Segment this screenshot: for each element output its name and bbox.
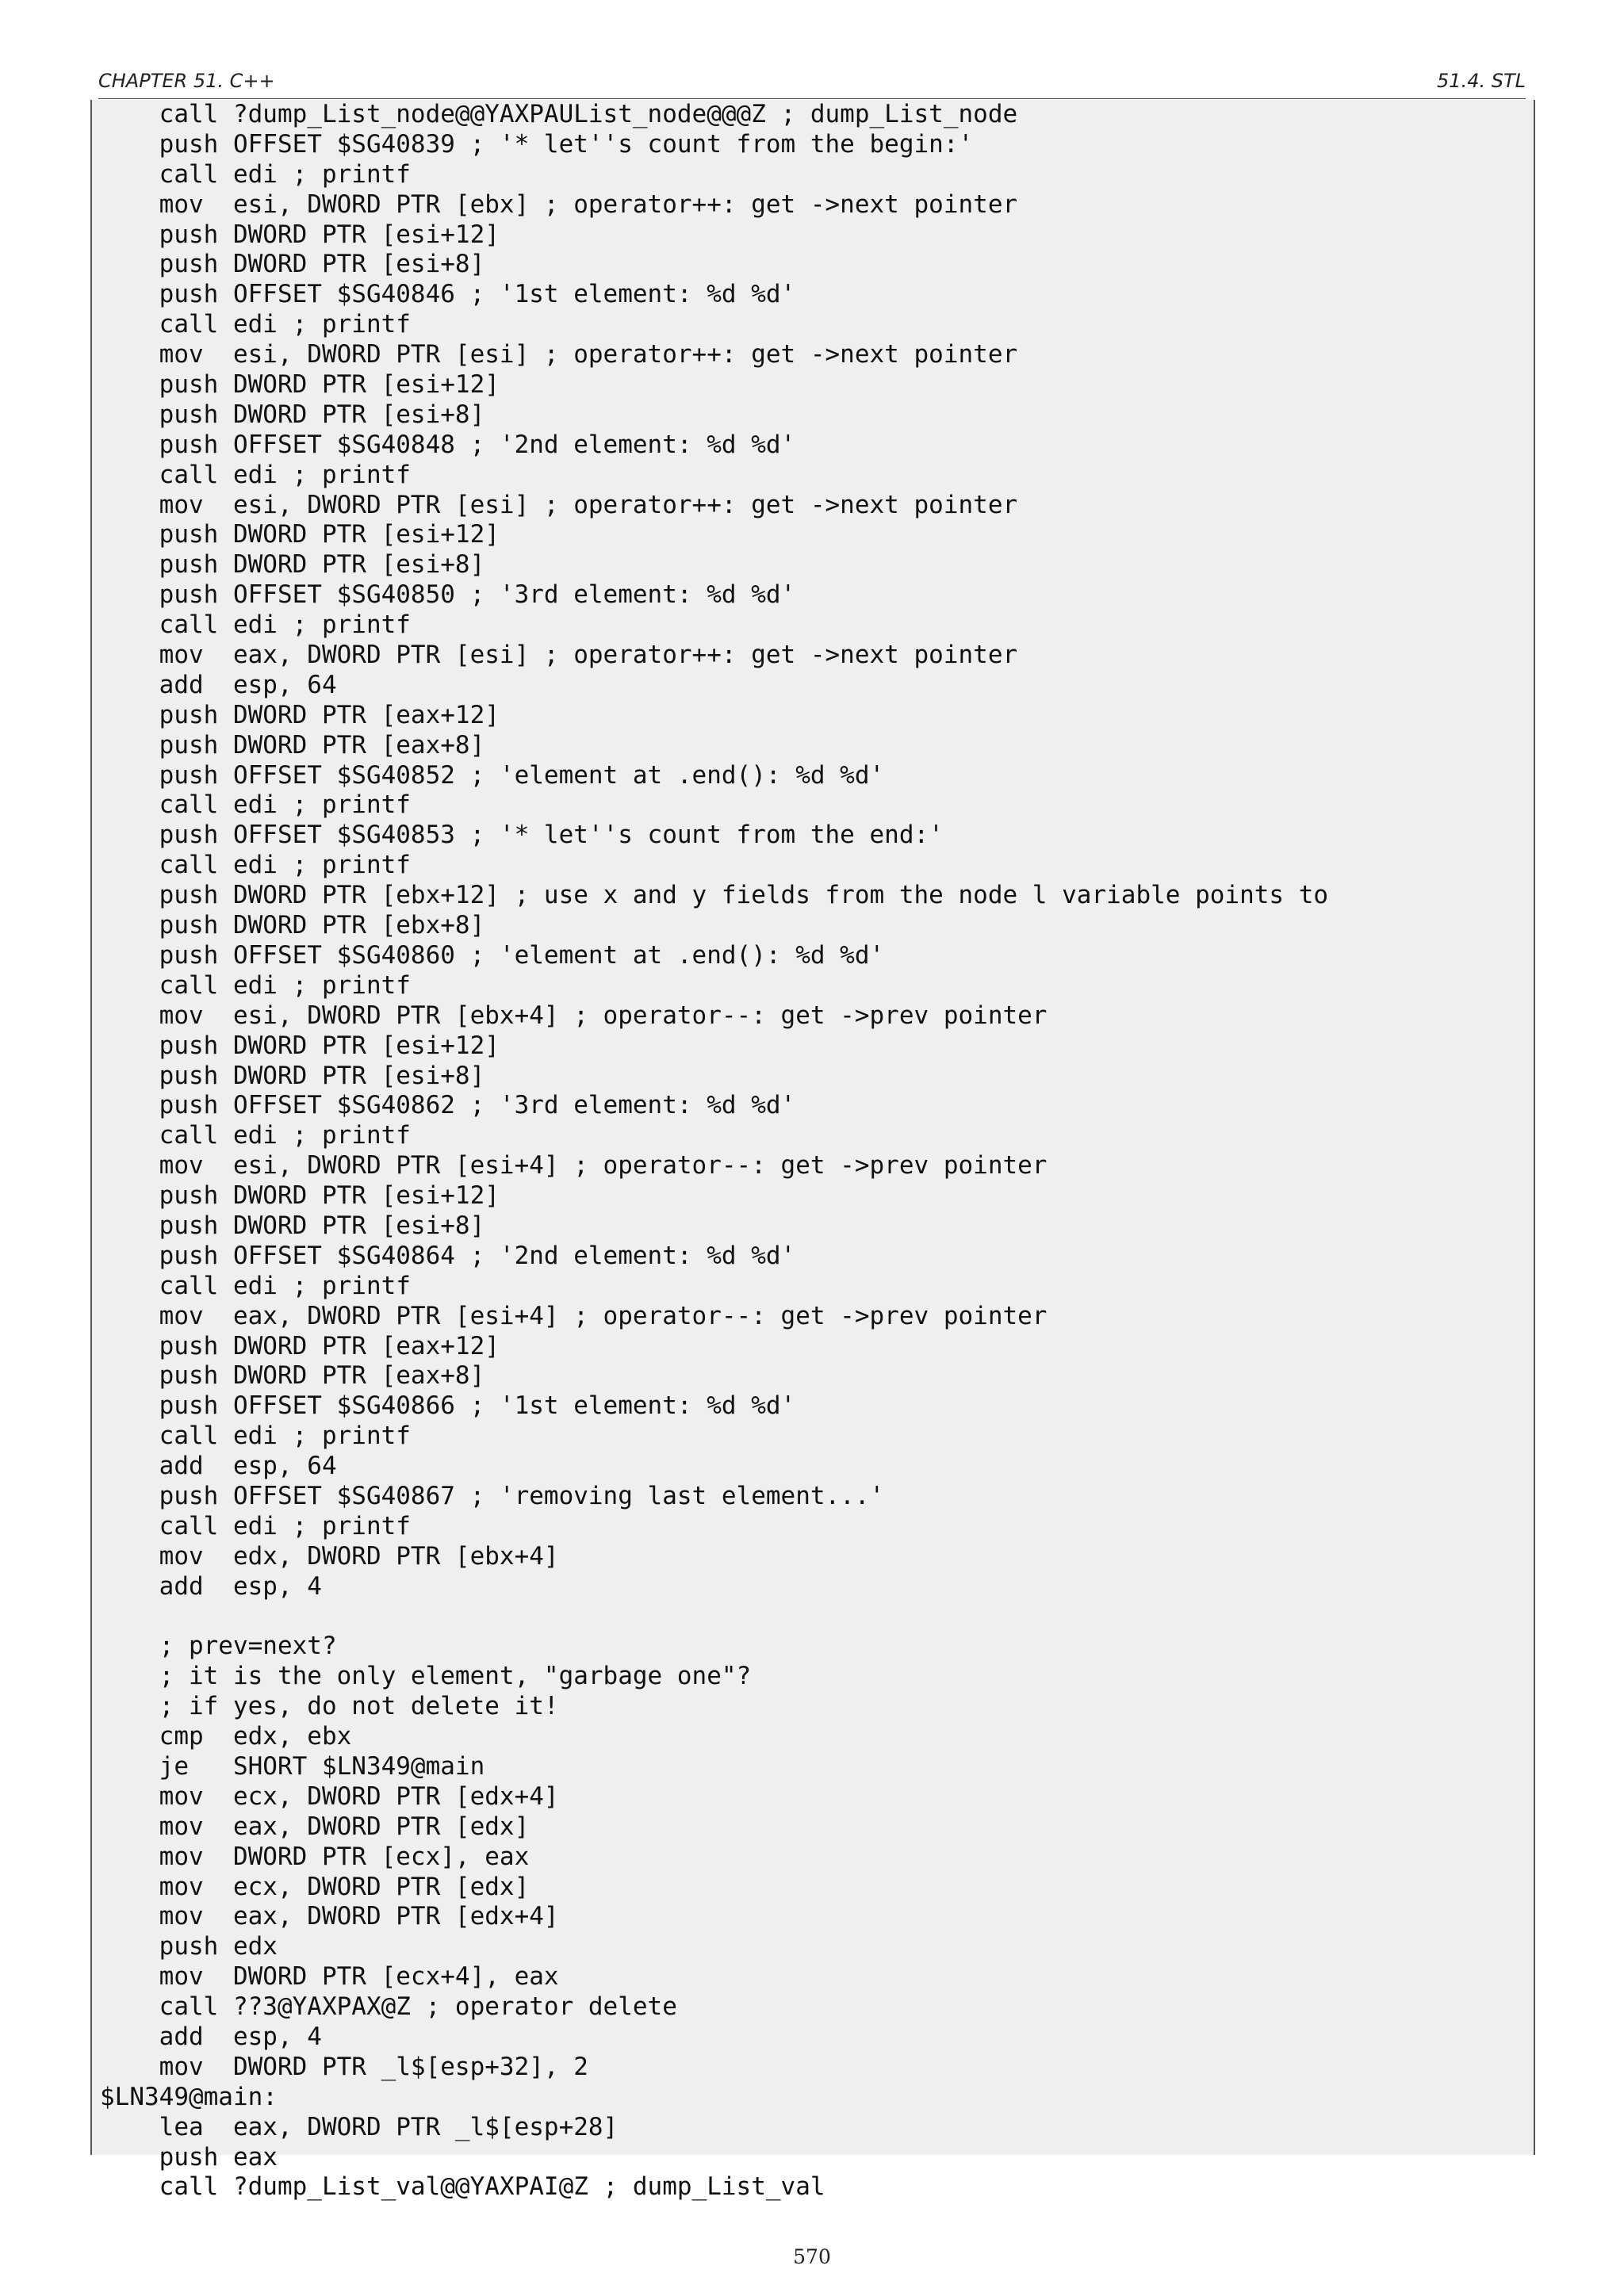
code-line: call ?dump_List_node@@YAXPAUList_node@@@Z ; dump_List_node bbox=[100, 100, 1018, 128]
code-line: ; if yes, do not delete it! bbox=[100, 1692, 559, 1721]
code-line: mov eax, DWORD PTR [esi] ; operator++: get ->next pointer bbox=[100, 641, 1018, 670]
code-line: mov ecx, DWORD PTR [edx+4] bbox=[100, 1781, 559, 1811]
code-line: push DWORD PTR [esi+12] bbox=[100, 1181, 500, 1211]
code-line: push DWORD PTR [esi+8] bbox=[100, 550, 485, 580]
code-line: push DWORD PTR [esi+8] bbox=[100, 250, 485, 279]
page-header bbox=[98, 70, 1526, 95]
code-line: mov ecx, DWORD PTR [edx] bbox=[100, 1872, 530, 1901]
code-line: je SHORT $LN349@main bbox=[100, 1751, 485, 1781]
section-title: 51.4. STL bbox=[1437, 70, 1526, 92]
code-line: push DWORD PTR [ebx+8] bbox=[100, 911, 485, 940]
code-line: push DWORD PTR [eax+12] bbox=[100, 1331, 500, 1360]
page-number: 570 bbox=[793, 2245, 831, 2268]
code-line: push OFFSET $SG40853 ; '* let''s count from the end:' bbox=[100, 821, 944, 850]
code-line: cmp edx, ebx bbox=[100, 1722, 352, 1751]
code-line: push DWORD PTR [eax+8] bbox=[100, 1361, 485, 1391]
code-line: call ??3@YAXPAX@Z ; operator delete bbox=[100, 1992, 677, 2022]
code-line: mov esi, DWORD PTR [ebx+4] ; operator--: get ->prev pointer bbox=[100, 1001, 1048, 1030]
code-line: call edi ; printf bbox=[100, 1121, 411, 1150]
code-line: call edi ; printf bbox=[100, 310, 411, 339]
code-line: push OFFSET $SG40852 ; 'element at .end(): %d %d' bbox=[100, 760, 885, 790]
code-line: push DWORD PTR [esi+12] bbox=[100, 220, 500, 249]
code-line: add esp, 64 bbox=[100, 1452, 337, 1481]
code-line: add esp, 64 bbox=[100, 670, 337, 699]
code-line: mov esi, DWORD PTR [ebx] ; operator++: get ->next pointer bbox=[100, 189, 1018, 219]
code-line: push DWORD PTR [esi+12] bbox=[100, 370, 500, 400]
code-line: push DWORD PTR [ebx+12] ; use x and y fields from the node l variable points to bbox=[100, 881, 1329, 910]
code-line: push eax bbox=[100, 2142, 278, 2172]
code-line: call edi ; printf bbox=[100, 159, 411, 189]
code-line: call edi ; printf bbox=[100, 970, 411, 1000]
code-line: push DWORD PTR [esi+8] bbox=[100, 1061, 485, 1090]
code-line: call edi ; printf bbox=[100, 851, 411, 880]
code-line: mov esi, DWORD PTR [esi+4] ; operator--: get ->prev pointer bbox=[100, 1151, 1048, 1181]
code-line: mov eax, DWORD PTR [edx] bbox=[100, 1812, 530, 1841]
code-line: push OFFSET $SG40867 ; 'removing last element...' bbox=[100, 1481, 885, 1510]
code-line: add esp, 4 bbox=[100, 1571, 322, 1601]
code-line: push DWORD PTR [esi+8] bbox=[100, 400, 485, 429]
code-line: push OFFSET $SG40864 ; '2nd element: %d %d' bbox=[100, 1241, 796, 1270]
code-line: $LN349@main: bbox=[100, 2082, 278, 2111]
header-rule bbox=[98, 98, 1526, 99]
code-line: call edi ; printf bbox=[100, 790, 411, 820]
code-line: push DWORD PTR [esi+8] bbox=[100, 1211, 485, 1240]
code-line: push DWORD PTR [esi+12] bbox=[100, 1031, 500, 1060]
code-line: call edi ; printf bbox=[100, 1422, 411, 1451]
code-line: push OFFSET $SG40846 ; '1st element: %d %d' bbox=[100, 280, 796, 309]
code-line: lea eax, DWORD PTR _l$[esp+28] bbox=[100, 2112, 619, 2141]
code-line: mov esi, DWORD PTR [esi] ; operator++: get ->next pointer bbox=[100, 340, 1018, 369]
code-line: mov esi, DWORD PTR [esi] ; operator++: get ->next pointer bbox=[100, 490, 1018, 519]
code-line: push OFFSET $SG40866 ; '1st element: %d %d' bbox=[100, 1391, 796, 1421]
code-line: mov edx, DWORD PTR [ebx+4] bbox=[100, 1541, 559, 1571]
code-line: mov DWORD PTR [ecx+4], eax bbox=[100, 1962, 559, 1992]
code-line: call edi ; printf bbox=[100, 1511, 411, 1540]
code-line: push OFFSET $SG40860 ; 'element at .end(): %d %d' bbox=[100, 940, 885, 970]
code-line: ; it is the only element, "garbage one"? bbox=[100, 1662, 752, 1691]
code-line: mov DWORD PTR _l$[esp+32], 2 bbox=[100, 2052, 588, 2081]
code-listing bbox=[90, 100, 1535, 2202]
code-line: push DWORD PTR [esi+12] bbox=[100, 520, 500, 549]
code-line: push DWORD PTR [eax+8] bbox=[100, 730, 485, 760]
code-line: ; prev=next? bbox=[100, 1632, 337, 1661]
code-line: push edx bbox=[100, 1932, 278, 1961]
code-line: push OFFSET $SG40862 ; '3rd element: %d %d' bbox=[100, 1091, 796, 1120]
code-line: push OFFSET $SG40850 ; '3rd element: %d %d' bbox=[100, 580, 796, 610]
code-line: mov eax, DWORD PTR [esi+4] ; operator--: get ->prev pointer bbox=[100, 1301, 1048, 1330]
code-line: push OFFSET $SG40848 ; '2nd element: %d %d' bbox=[100, 430, 796, 459]
code-line: call ?dump_List_val@@YAXPAI@Z ; dump_List_val bbox=[100, 2172, 825, 2202]
code-line: call edi ; printf bbox=[100, 610, 411, 640]
chapter-title: CHAPTER 51. C++ bbox=[98, 70, 275, 92]
assembly-code bbox=[100, 100, 1328, 2202]
code-line: add esp, 4 bbox=[100, 2022, 322, 2051]
code-line: call edi ; printf bbox=[100, 460, 411, 489]
code-line: push DWORD PTR [eax+12] bbox=[100, 700, 500, 729]
code-line: mov eax, DWORD PTR [edx+4] bbox=[100, 1902, 559, 1931]
code-line: push OFFSET $SG40839 ; '* let''s count from the begin:' bbox=[100, 129, 974, 159]
code-line: call edi ; printf bbox=[100, 1271, 411, 1300]
code-line: mov DWORD PTR [ecx], eax bbox=[100, 1842, 530, 1871]
code-line bbox=[100, 1602, 1328, 1632]
